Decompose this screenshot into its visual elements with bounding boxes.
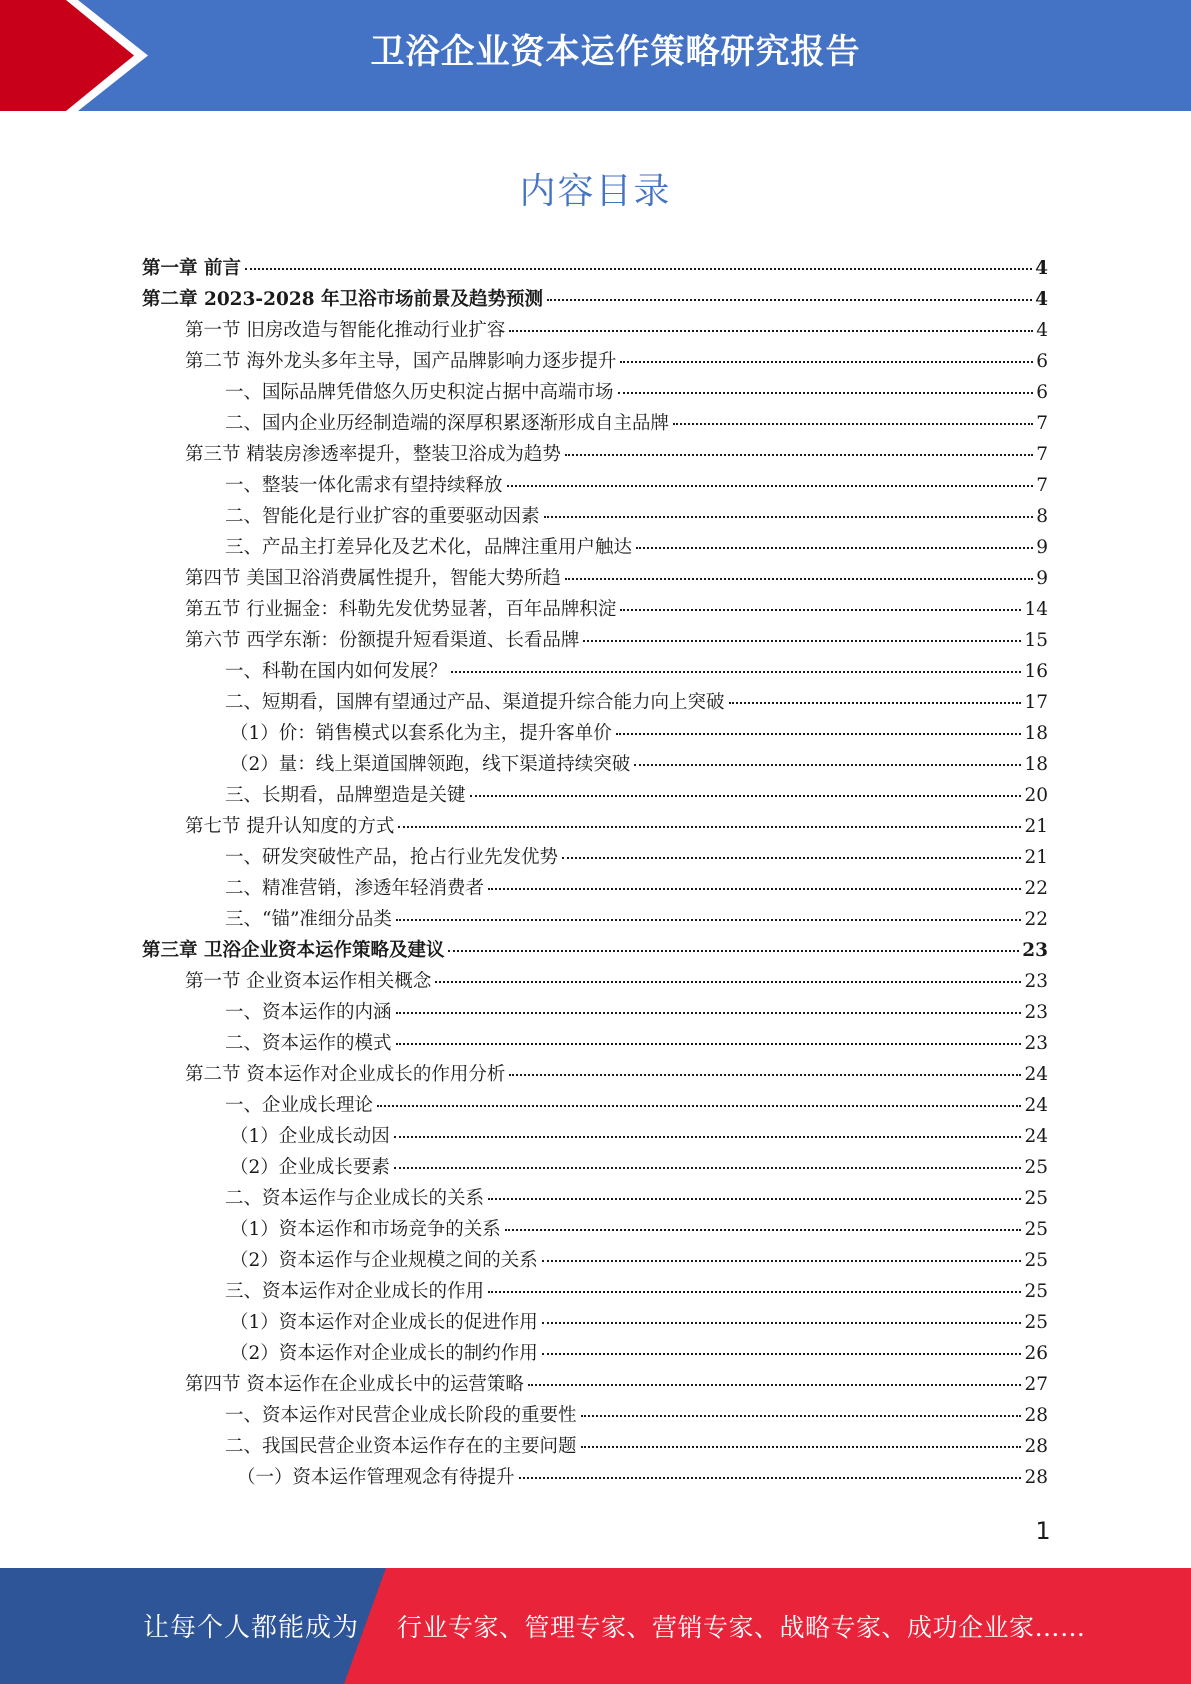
toc-dot-leader <box>398 826 1021 828</box>
toc-entry-title: 第七节 提升认知度的方式 <box>185 816 395 837</box>
toc-dot-leader <box>448 950 1019 952</box>
toc-entry-page: 4 <box>1035 258 1048 279</box>
toc-entry[interactable] <box>142 657 1048 688</box>
footer-lead-text: 让每个人都能成为 <box>143 1613 360 1643</box>
toc-entry-page: 7 <box>1036 475 1048 496</box>
toc-entry[interactable] <box>142 843 1048 874</box>
toc-dot-leader <box>245 268 1032 270</box>
toc-entry-title: 一、资本运作对民营企业成长阶段的重要性 <box>225 1405 577 1426</box>
toc-entry-title: 第一节 旧房改造与智能化推动行业扩容 <box>185 320 506 341</box>
toc-entry-page: 25 <box>1024 1157 1048 1178</box>
toc-dot-leader <box>488 888 1021 890</box>
toc-entry[interactable] <box>142 254 1048 285</box>
toc-dot-leader <box>470 795 1022 797</box>
toc-entry-page: 23 <box>1024 971 1048 992</box>
toc-entry-title: 二、资本运作与企业成长的关系 <box>225 1188 485 1209</box>
toc-entry-title: 第一章 前言 <box>142 258 241 279</box>
toc-dot-leader <box>394 1136 1022 1138</box>
toc-entry[interactable] <box>142 564 1048 595</box>
toc-entry-page: 9 <box>1036 568 1048 589</box>
toc-entry[interactable] <box>142 533 1048 564</box>
toc-dot-leader <box>620 609 1021 611</box>
toc-entry-page: 6 <box>1036 382 1048 403</box>
toc-dot-leader <box>565 578 1033 580</box>
toc-entry-page: 9 <box>1036 537 1048 558</box>
toc-entry-title: 第四节 美国卫浴消费属性提升，智能大势所趋 <box>185 568 561 589</box>
toc-entry[interactable] <box>142 1401 1048 1432</box>
toc-entry-page: 28 <box>1024 1405 1048 1426</box>
toc-dot-leader <box>451 671 1021 673</box>
toc-entry-title: 一、国际品牌凭借悠久历史积淀占据中高端市场 <box>225 382 614 403</box>
toc-entry-title: （2）资本运作与企业规模之间的关系 <box>230 1250 538 1271</box>
toc-entry[interactable] <box>142 936 1048 967</box>
toc-dot-leader <box>583 640 1021 642</box>
toc-entry-page: 7 <box>1036 444 1048 465</box>
toc-dot-leader <box>377 1105 1021 1107</box>
toc-entry-title: （2）量：线上渠道国牌领跑，线下渠道持续突破 <box>230 754 631 775</box>
toc-entry-title: 二、短期看，国牌有望通过产品、渠道提升综合能力向上突破 <box>225 692 725 713</box>
toc-entry[interactable] <box>142 378 1048 409</box>
toc-entry-title: （1）企业成长动因 <box>230 1126 390 1147</box>
toc-entry-title: 第二节 海外龙头多年主导，国产品牌影响力逐步提升 <box>185 351 617 372</box>
toc-entry-page: 18 <box>1024 754 1048 775</box>
toc-entry[interactable] <box>142 440 1048 471</box>
toc-dot-leader <box>488 1291 1021 1293</box>
toc-entry-page: 17 <box>1024 692 1048 713</box>
toc-entry-page: 21 <box>1024 847 1048 868</box>
header-banner <box>0 0 1191 111</box>
toc-entry-page: 25 <box>1024 1281 1048 1302</box>
toc-entry[interactable] <box>142 347 1048 378</box>
toc-entry-page: 28 <box>1024 1467 1048 1488</box>
toc-dot-leader <box>581 1415 1022 1417</box>
toc-entry-title: 第三节 精装房渗透率提升，整装卫浴成为趋势 <box>185 444 561 465</box>
toc-entry-page: 8 <box>1036 506 1048 527</box>
toc-entry[interactable] <box>142 998 1048 1029</box>
toc-entry-page: 24 <box>1024 1095 1048 1116</box>
toc-entry-title: 一、研发突破性产品，抢占行业先发优势 <box>225 847 559 868</box>
toc-entry[interactable] <box>142 812 1048 843</box>
toc-dot-leader <box>542 1353 1022 1355</box>
toc-dot-leader <box>634 764 1021 766</box>
toc-dot-leader <box>528 1384 1022 1386</box>
toc-dot-leader <box>636 547 1033 549</box>
toc-entry[interactable] <box>142 626 1048 657</box>
toc-entry[interactable] <box>142 1091 1048 1122</box>
toc-entry-page: 27 <box>1024 1374 1048 1395</box>
toc-entry-page: 4 <box>1036 320 1048 341</box>
toc-entry-page: 24 <box>1024 1126 1048 1147</box>
toc-dot-leader <box>396 919 1022 921</box>
toc-dot-leader <box>581 1446 1022 1448</box>
toc-entry-title: （2）资本运作对企业成长的制约作用 <box>230 1343 538 1364</box>
toc-entry[interactable] <box>142 316 1048 347</box>
toc-entry-page: 20 <box>1024 785 1048 806</box>
toc-entry[interactable] <box>142 781 1048 812</box>
toc-entry-title: 三、资本运作对企业成长的作用 <box>225 1281 485 1302</box>
toc-entry-page: 25 <box>1024 1188 1048 1209</box>
toc-entry[interactable] <box>142 967 1048 998</box>
toc-entry[interactable] <box>142 874 1048 905</box>
toc-entry-title: 二、精准营销，渗透年轻消费者 <box>225 878 485 899</box>
toc-entry[interactable] <box>142 1277 1048 1308</box>
toc-entry-title: 第五节 行业掘金：科勒先发优势显著，百年品牌积淀 <box>185 599 617 620</box>
toc-entry-title: 二、智能化是行业扩容的重要驱动因素 <box>225 506 540 527</box>
toc-entry[interactable] <box>142 1463 1048 1494</box>
table-of-contents <box>142 254 1048 1494</box>
toc-entry-title: 第一节 企业资本运作相关概念 <box>185 971 432 992</box>
toc-entry-page: 23 <box>1022 940 1048 961</box>
toc-entry-title: 一、整装一体化需求有望持续释放 <box>225 475 503 496</box>
toc-entry[interactable] <box>142 905 1048 936</box>
toc-entry-page: 18 <box>1024 723 1048 744</box>
toc-entry[interactable] <box>142 1308 1048 1339</box>
toc-entry-title: 第二章 2023-2028 年卫浴市场前景及趋势预测 <box>142 289 544 310</box>
toc-entry-page: 25 <box>1024 1250 1048 1271</box>
toc-dot-leader <box>507 485 1034 487</box>
toc-entry[interactable] <box>142 1432 1048 1463</box>
toc-entry[interactable] <box>142 1339 1048 1370</box>
toc-dot-leader <box>435 981 1021 983</box>
toc-dot-leader <box>396 1043 1022 1045</box>
toc-dot-leader <box>673 423 1033 425</box>
toc-entry-title: 一、企业成长理论 <box>225 1095 374 1116</box>
toc-entry-title: 一、资本运作的内涵 <box>225 1002 392 1023</box>
toc-dot-leader <box>618 392 1034 394</box>
toc-dot-leader <box>616 733 1022 735</box>
toc-entry-page: 23 <box>1024 1002 1048 1023</box>
toc-entry-title: 三、“锚”准细分品类 <box>225 909 392 930</box>
toc-entry-title: 一、科勒在国内如何发展？ <box>225 661 448 682</box>
toc-dot-leader <box>542 1260 1022 1262</box>
toc-entry[interactable] <box>142 595 1048 626</box>
toc-entry-page: 22 <box>1024 878 1048 899</box>
toc-entry-page: 7 <box>1036 413 1048 434</box>
toc-entry-page: 16 <box>1024 661 1048 682</box>
toc-entry[interactable] <box>142 1370 1048 1401</box>
toc-entry-page: 25 <box>1024 1312 1048 1333</box>
toc-entry-title: （1）资本运作和市场竞争的关系 <box>230 1219 501 1240</box>
toc-entry-page: 24 <box>1024 1064 1048 1085</box>
toc-entry[interactable] <box>142 1215 1048 1246</box>
toc-dot-leader <box>509 330 1033 332</box>
toc-heading: 内容目录 <box>519 171 672 212</box>
page-number: 1 <box>1035 1517 1051 1545</box>
toc-dot-leader <box>505 1229 1022 1231</box>
toc-entry-title: 二、国内企业历经制造端的深厚积累逐渐形成自主品牌 <box>225 413 670 434</box>
toc-entry-page: 6 <box>1036 351 1048 372</box>
toc-entry-title: 三、长期看，品牌塑造是关键 <box>225 785 466 806</box>
toc-entry-page: 14 <box>1024 599 1048 620</box>
toc-dot-leader <box>394 1167 1022 1169</box>
toc-dot-leader <box>488 1198 1021 1200</box>
footer-banner <box>0 1568 1191 1684</box>
toc-dot-leader <box>509 1074 1021 1076</box>
toc-entry-page: 21 <box>1024 816 1048 837</box>
toc-entry[interactable] <box>142 688 1048 719</box>
report-title: 卫浴企业资本运作策略研究报告 <box>370 32 861 72</box>
toc-entry[interactable] <box>142 409 1048 440</box>
toc-dot-leader <box>620 361 1033 363</box>
toc-dot-leader <box>547 299 1032 301</box>
toc-entry[interactable] <box>142 471 1048 502</box>
toc-entry-page: 25 <box>1024 1219 1048 1240</box>
toc-entry-title: （1）资本运作对企业成长的促进作用 <box>230 1312 538 1333</box>
toc-entry[interactable] <box>142 1184 1048 1215</box>
toc-entry-title: 三、产品主打差异化及艺术化，品牌注重用户触达 <box>225 537 633 558</box>
toc-dot-leader <box>519 1477 1022 1479</box>
toc-entry[interactable] <box>142 285 1048 316</box>
toc-dot-leader <box>565 454 1033 456</box>
toc-entry-title: （一）资本运作管理观念有待提升 <box>237 1467 515 1488</box>
toc-entry[interactable] <box>142 1246 1048 1277</box>
toc-entry[interactable] <box>142 719 1048 750</box>
toc-entry-page: 26 <box>1024 1343 1048 1364</box>
toc-entry-page: 23 <box>1024 1033 1048 1054</box>
toc-dot-leader <box>544 516 1034 518</box>
toc-entry-title: （1）价：销售模式以套系化为主，提升客单价 <box>230 723 612 744</box>
toc-dot-leader <box>729 702 1022 704</box>
toc-entry-title: （2）企业成长要素 <box>230 1157 390 1178</box>
toc-entry-title: 二、我国民营企业资本运作存在的主要问题 <box>225 1436 577 1457</box>
toc-entry[interactable] <box>142 1060 1048 1091</box>
toc-dot-leader <box>396 1012 1022 1014</box>
toc-entry-title: 第二节 资本运作对企业成长的作用分析 <box>185 1064 506 1085</box>
toc-entry[interactable] <box>142 502 1048 533</box>
toc-dot-leader <box>562 857 1021 859</box>
toc-entry-title: 第三章 卫浴企业资本运作策略及建议 <box>142 940 445 961</box>
toc-entry-page: 15 <box>1024 630 1048 651</box>
toc-entry-page: 28 <box>1024 1436 1048 1457</box>
footer-slogan: 行业专家、管理专家、营销专家、战略专家、成功企业家…… <box>397 1613 1086 1642</box>
toc-entry[interactable] <box>142 1122 1048 1153</box>
toc-entry-page: 22 <box>1024 909 1048 930</box>
toc-entry-title: 第六节 西学东渐：份额提升短看渠道、长看品牌 <box>185 630 580 651</box>
toc-entry-page: 4 <box>1035 289 1048 310</box>
toc-entry[interactable] <box>142 750 1048 781</box>
toc-entry-title: 二、资本运作的模式 <box>225 1033 392 1054</box>
toc-entry[interactable] <box>142 1153 1048 1184</box>
toc-entry[interactable] <box>142 1029 1048 1060</box>
toc-dot-leader <box>542 1322 1022 1324</box>
toc-entry-title: 第四节 资本运作在企业成长中的运营策略 <box>185 1374 524 1395</box>
